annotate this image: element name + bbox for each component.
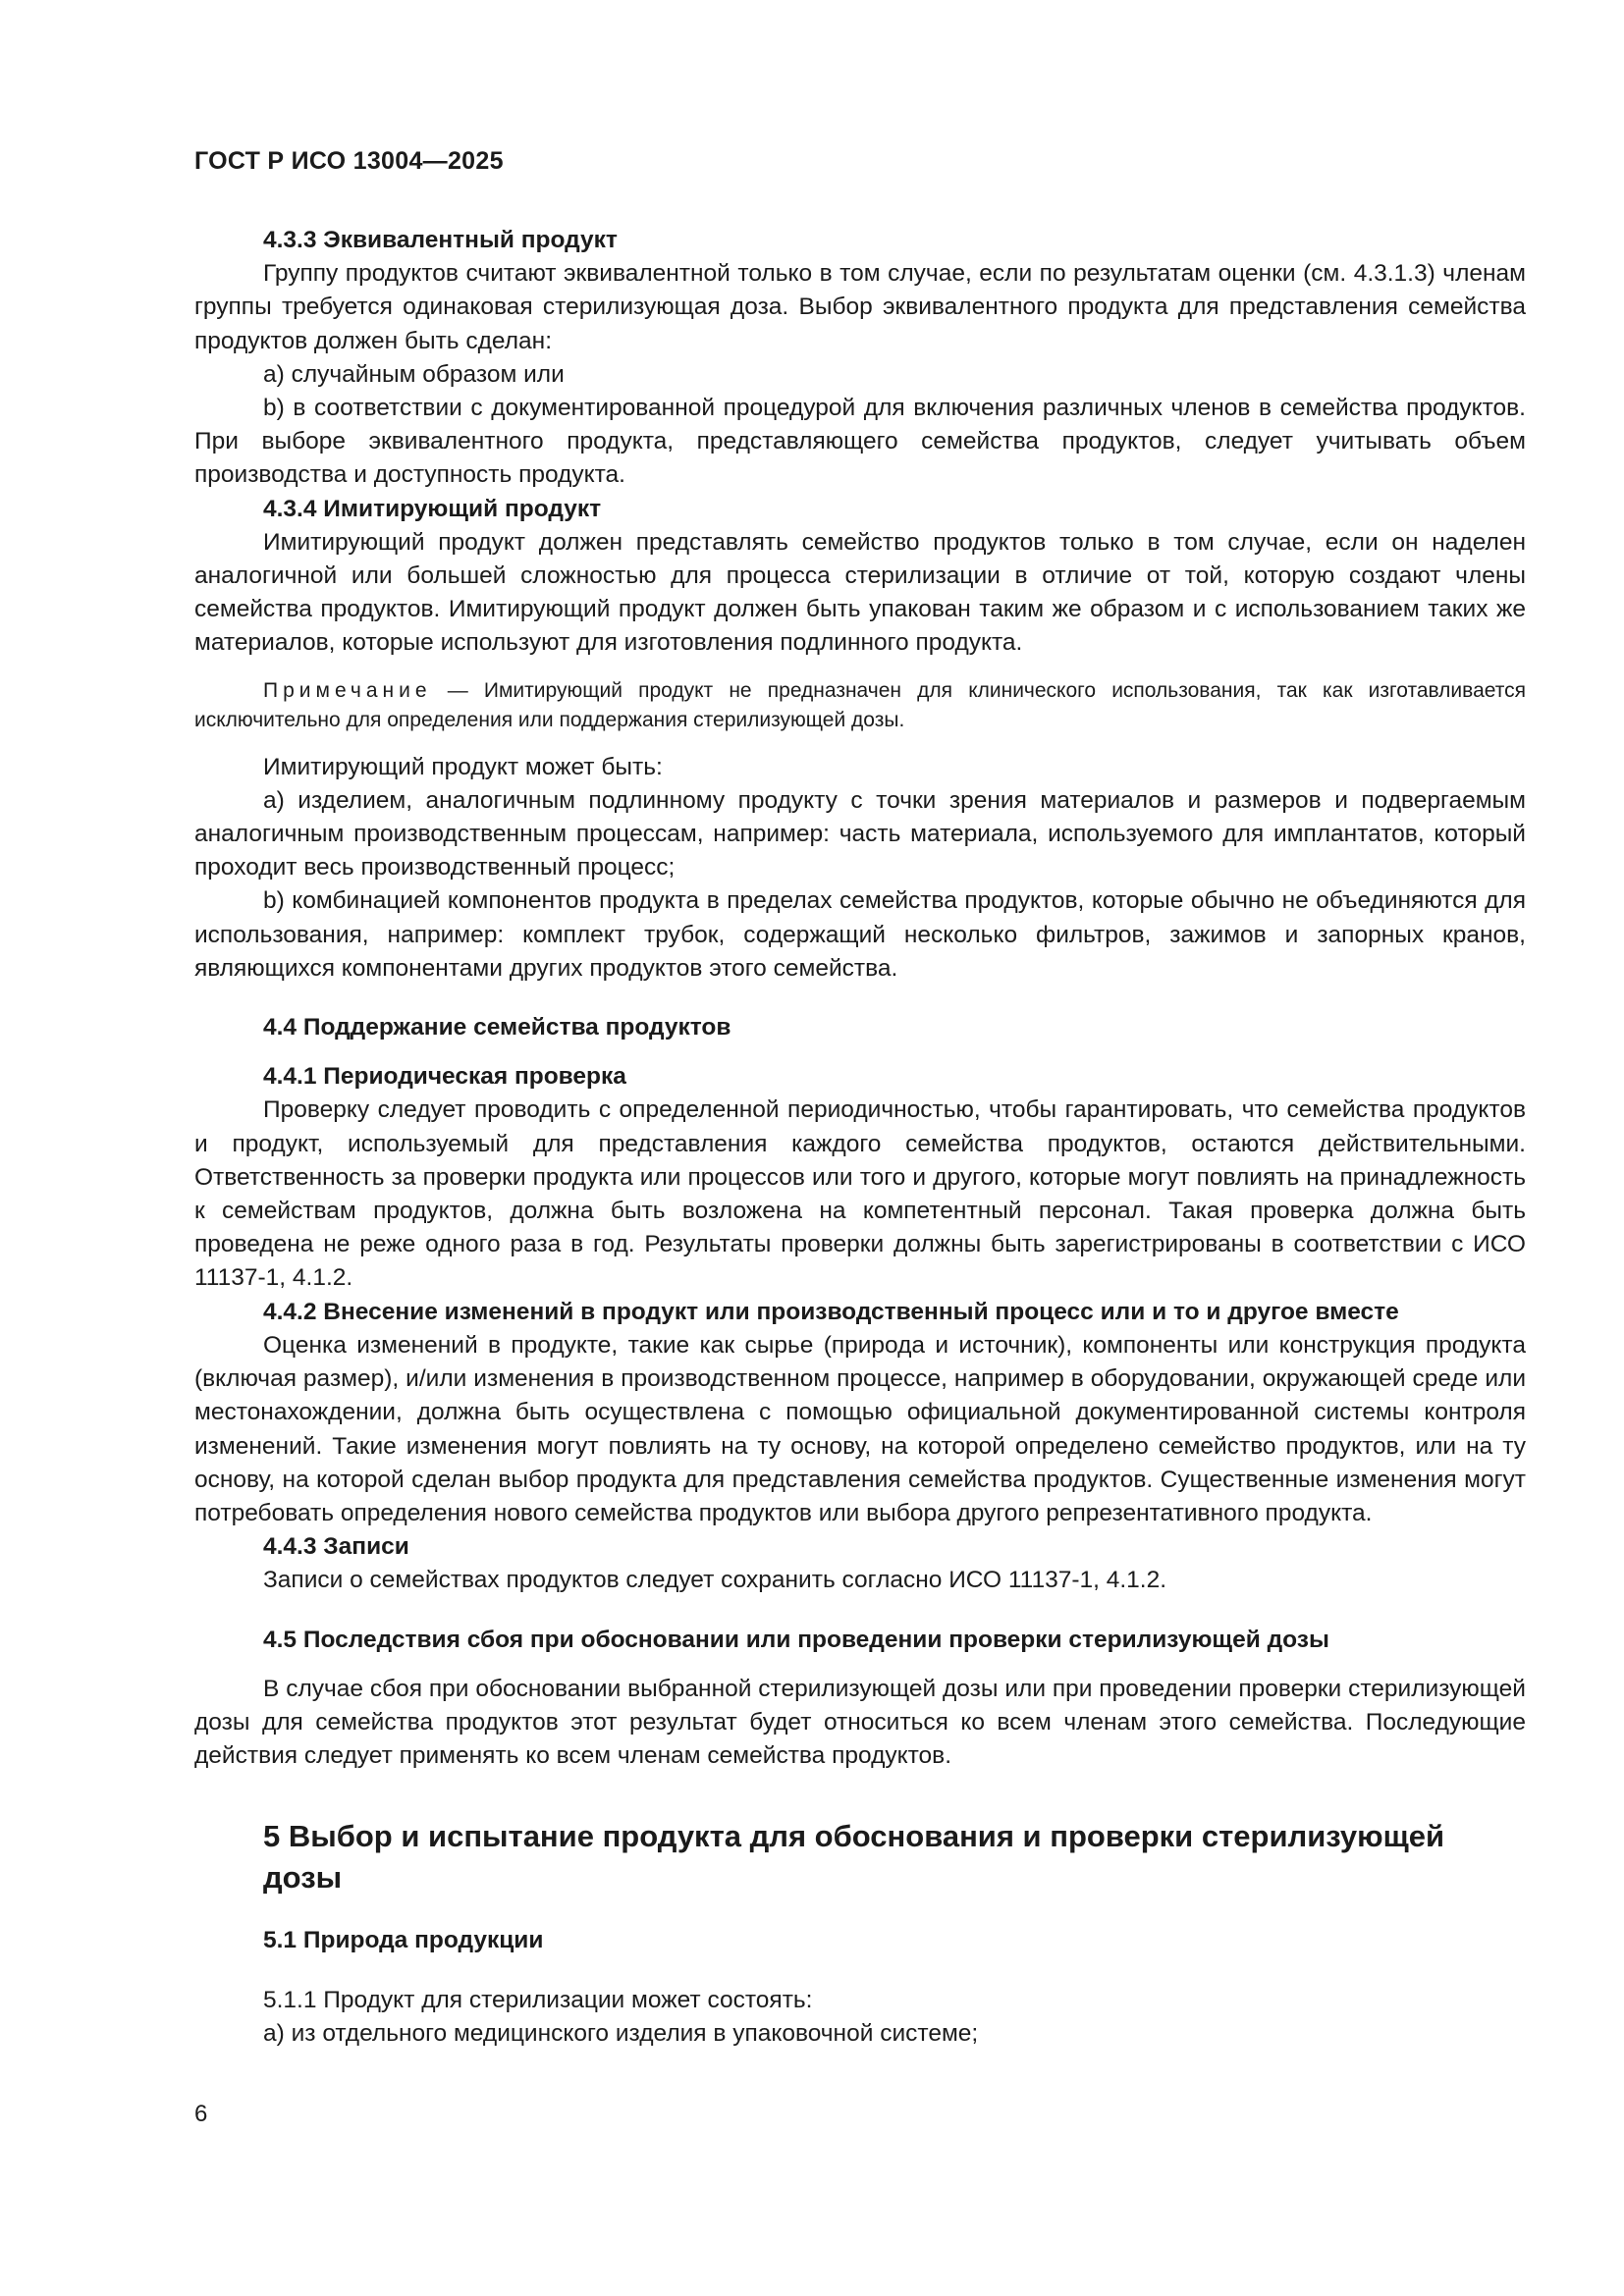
heading-4-3-4: 4.3.4 Имитирующий продукт (263, 495, 602, 522)
paragraph: В случае сбоя при обосновании выбранной стерилизующей дозы или при проведении проверки стерилизующей дозы для семейства продуктов этот результат будет относиться ко всем членам этого семейства. Последующие действия следует применять ко всем членам семейства продуктов. (194, 1675, 1526, 1770)
heading-4-4-3: 4.4.3 Записи (263, 1533, 409, 1561)
heading-4-4-2: 4.4.2 Внесение изменений в продукт или производственный процесс или и то и другое вместе (263, 1298, 1399, 1325)
note-label: Примечание (263, 678, 432, 702)
heading-5-1: 5.1 Природа продукции (263, 1927, 544, 1954)
paragraph: Имитирующий продукт может быть: (263, 753, 663, 780)
list-item: b) комбинацией компонентов продукта в пределах семейства продуктов, которые обычно не объединяются для использования, например: комплект трубок, содержащий несколько фильтров, зажимов и запорных кранов, являющихся компонентами других продуктов этого семейства. (194, 887, 1526, 982)
note-text: — Имитирующий продукт не предназначен для клинического использования, так как изготавливается исключительно для определения или поддержания стерилизующей дозы. (194, 678, 1526, 731)
heading-4-5: 4.5 Последствия сбоя при обосновании или проведении проверки стерилизующей дозы (263, 1626, 1329, 1653)
heading-4-4: 4.4 Поддержание семейства продуктов (263, 1014, 731, 1041)
list-item: b) в соответствии с документированной процедурой для включения различных членов в семейства продуктов. При выборе эквивалентного продукта, представляющего семейства продуктов, следует учитывать объем производства и доступность продукта. (194, 395, 1526, 489)
heading-4-4-1: 4.4.1 Периодическая проверка (263, 1063, 626, 1091)
heading-section-5: 5 Выбор и испытание продукта для обоснования и проверки стерилизующей дозы (263, 1819, 1445, 1896)
page-number: 6 (194, 2101, 208, 2127)
paragraph: Оценка изменений в продукте, такие как сырье (природа и источник), компоненты или конструкция продукта (включая размер), и/или изменения в производственном процессе, например в оборудовании, окружающей среде или местонахождении, должна быть осуществлена с помощью официальной документированной системы контроля изменений. Такие изменения могут повлиять на ту основу, на которой определено семейство продуктов, или на ту основу, на которой сделан выбор продукта для представления семейства продуктов. Существенные изменения могут потребовать определения нового семейства продуктов или выбора другого репрезентативного продукта. (194, 1331, 1526, 1526)
list-item: a) изделием, аналогичным подлинному продукту с точки зрения материалов и размеров и подвергаемым аналогичным производственным процессам, например: часть материала, используемого для имплантатов, который проходит весь производственный процесс; (194, 786, 1526, 881)
list-item: a) случайным образом или (263, 360, 565, 388)
paragraph: Проверку следует проводить с определенной периодичностью, чтобы гарантировать, что семейства продуктов и продукт, используемый для представления каждого семейства продуктов, остаются действительными. Ответственность за проверки продукта или процессов или того и другого, которые могут повлиять на принадлежность к семействам продуктов, должна быть возложена на компетентный персонал. Такая проверка должна быть проведена не реже одного раза в год. Результаты проверки должны быть зарегистрированы в соответствии с ИСО 11137-1, 4.1.2. (194, 1096, 1526, 1292)
list-item: a) из отдельного медицинского изделия в упаковочной системе; (263, 2019, 979, 2047)
paragraph: Группу продуктов считают эквивалентной только в том случае, если по результатам оценки (см. 4.3.1.3) членам группы требуется одинаковая стерилизующая доза. Выбор эквивалентного продукта для представления семейства продуктов должен быть сделан: (194, 260, 1526, 354)
paragraph: 5.1.1 Продукт для стерилизации может состоять: (263, 1986, 813, 2013)
heading-4-3-3: 4.3.3 Эквивалентный продукт (263, 227, 618, 253)
note (194, 676, 1526, 735)
paragraph: Записи о семействах продуктов следует сохранить согласно ИСО 11137-1, 4.1.2. (263, 1567, 1167, 1594)
paragraph: Имитирующий продукт должен представлять семейство продуктов только в том случае, если он наделен аналогичной или большей сложностью для процесса стерилизации в отличие от той, которую создают члены семейства продуктов. Имитирующий продукт должен быть упакован таким же образом и с использованием таких же материалов, которые используют для изготовления подлинного продукта. (194, 528, 1526, 657)
document-header: ГОСТ Р ИСО 13004—2025 (194, 147, 504, 175)
document-body (194, 224, 1526, 2051)
